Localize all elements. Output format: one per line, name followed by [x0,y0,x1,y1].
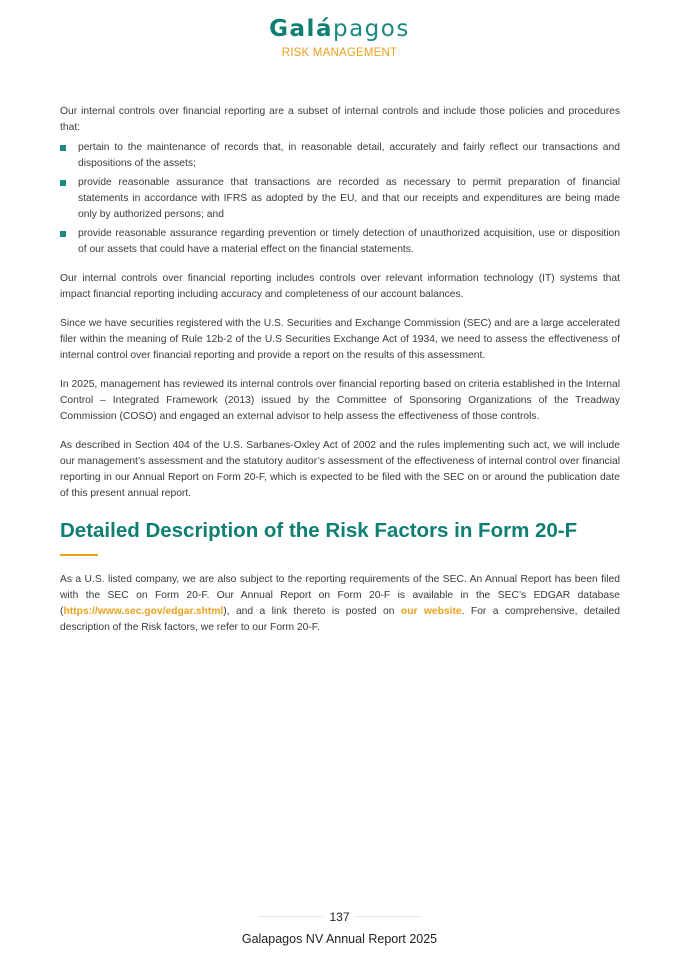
our-website-link[interactable]: our website [400,606,462,617]
controls-bullet-list [60,140,620,258]
paragraph-text: ), and a link thereto is posted on [223,606,401,617]
list-item [60,175,620,223]
list-item-text: provide reasonable assurance that transactions are recorded as necessary to permit preparation of financial statements in accordance with IFRS as adopted by the EU, and that our receipts and expenditures are being made only by authorized persons; and [78,177,620,220]
galapagos-logo [269,18,410,41]
page-number: 137 [323,910,355,924]
it-controls-paragraph: Our internal controls over financial reporting includes controls over relevant information technology (IT) systems that impact financial reporting including accuracy and completeness of our account balances. [60,273,620,300]
list-item-text: provide reasonable assurance regarding prevention or timely detection of unauthorized acquisition, use or disposition of our assets that could have a material effect on the financial statements. [78,228,620,255]
sec-registration-paragraph: Since we have securities registered with the U.S. Securities and Exchange Commission (SEC) and are a large accelerated filer within the meaning of Rule 12b-2 of the U.S Securities Exchange Act of 1934, we need to assess the effectiveness of internal control over financial reporting and provide a report on the results of this assessment. [60,318,620,361]
section-label: RISK MANAGEMENT [281,47,398,59]
page-header [0,18,679,59]
intro-paragraph: Our internal controls over financial reporting are a subset of internal controls and include those policies and procedures that: [60,106,620,133]
paragraph-text: As a U.S. listed company, we are also subject to the reporting requirements of the SEC. An Annual Report has been filed with the SEC on Form 20-F. Our Annual Report on Form 20-F is available in the SEC’s EDGAR database ( [60,574,620,617]
list-item [60,140,620,172]
coso-review-paragraph: In 2025, management has reviewed its internal controls over financial reporting based on criteria established in the Internal Control – Integrated Framework (2013) issued by the Committee of Sponsoring Organizations of the Treadway Commission (COSO) and engaged an external advisor to help assess the effectiveness of those controls. [60,379,620,422]
sec-edgar-link[interactable]: https://www.sec.gov/edgar.shtml [63,606,224,617]
sox-404-paragraph: As described in Section 404 of the U.S. Sarbanes-Oxley Act of 2002 and the rules implementing such act, we will include our management’s assessment and the statutory auditor’s assessment of the effectiveness of internal control over financial reporting in our Annual Report on Form 20-F, which is expected to be filed with the SEC on or around the publication date of this present annual report. [60,440,620,499]
paragraph-text: . For a comprehensive, detailed description of the Risk factors, we refer to our Form 20-F. [60,606,621,633]
page-footer [0,908,679,946]
logo-text-bold: Galá [269,16,333,42]
logo-text-light: pagos [332,16,410,42]
section-heading: Detailed Description of the Risk Factors in Form 20-F [60,519,578,542]
heading-underline [60,554,98,556]
form-20f-paragraph [60,572,620,636]
list-item-text: pertain to the maintenance of records that, in reasonable detail, accurately and fairly reflect our transactions and dispositions of the assets; [78,142,620,169]
square-bullet-icon [60,145,66,151]
square-bullet-icon [60,180,66,186]
report-title: Galapagos NV Annual Report 2025 [241,932,438,946]
square-bullet-icon [60,231,66,237]
list-item [60,226,620,258]
main-content [60,104,620,649]
